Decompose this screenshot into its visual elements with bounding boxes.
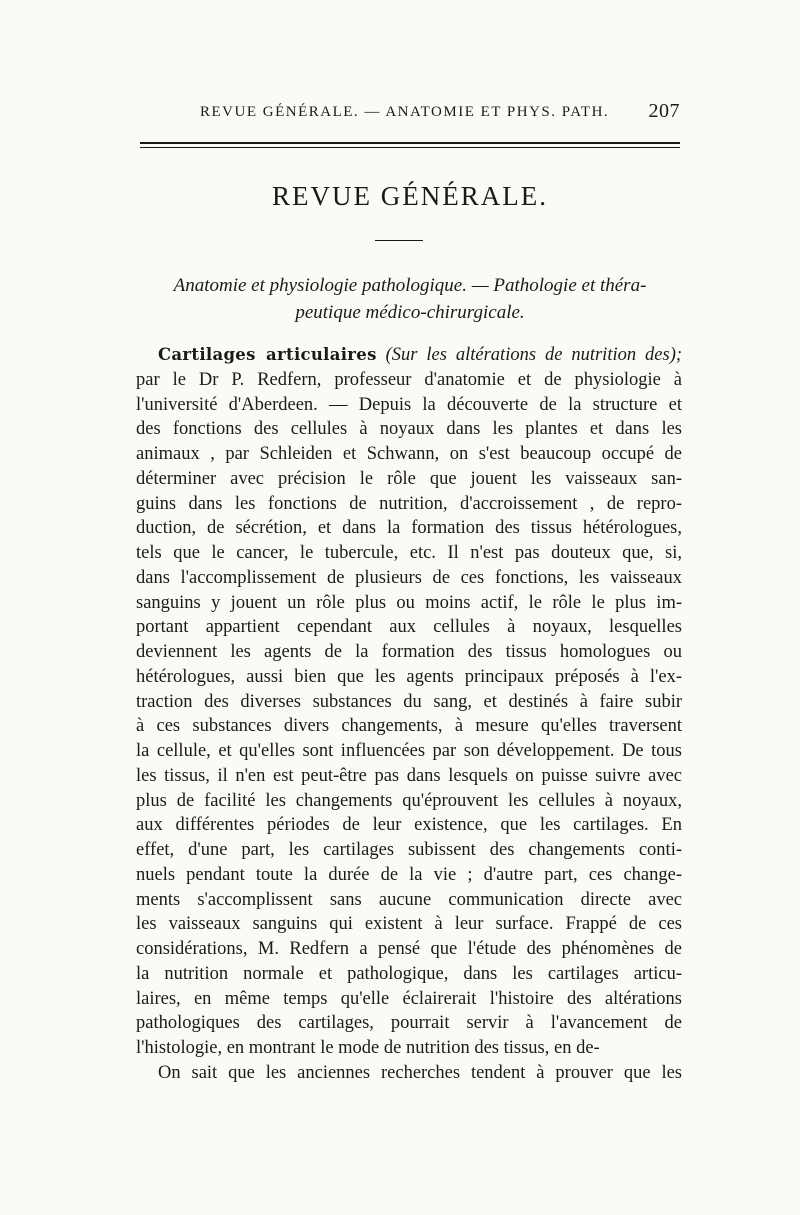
text-line: duction, de sécrétion, et dans la formation des tissus hétérologues, <box>136 518 682 539</box>
running-head-title: REVUE GÉNÉRALE. — ANATOMIE ET PHYS. PATH. <box>200 104 610 120</box>
text-line: animaux , par Schleiden et Schwann, on s'est beaucoup occupé de <box>136 444 682 464</box>
text-line: dans l'accomplissement de plusieurs de ces fonctions, les vaisseaux <box>136 567 682 588</box>
text-line: déterminer avec précision le rôle que jouent les vaisseaux san- <box>136 468 682 489</box>
text-line: la nutrition normale et pathologique, dans les cartilages articu- <box>136 963 682 984</box>
text-line: la cellule, et qu'elles sont influencées par son développement. De tous <box>136 741 682 761</box>
text-line: sanguins y jouent un rôle plus ou moins actif, le rôle le plus im- <box>136 592 682 613</box>
text-line: les tissus, il n'en est peut-être pas dans lesquels on puisse suivre avec <box>136 765 682 786</box>
paragraph-first-line <box>136 343 682 368</box>
text-line: laires, en même temps qu'elle éclairerait l'histoire des altérations <box>136 988 682 1009</box>
text-line: deviennent les agents de la formation des tissus homologues ou <box>136 642 682 662</box>
text-line: nuels pendant toute la durée de la vie ; d'autre part, ces change- <box>136 864 682 885</box>
text-line: hétérologues, aussi bien que les agents principaux préposés à l'ex- <box>136 666 682 687</box>
text-line: guins dans les fonctions de nutrition, d'accroissement , de repro- <box>136 493 682 514</box>
text-line: plus de facilité les changements qu'éprouvent les cellules à noyaux, <box>136 790 682 811</box>
running-head <box>140 100 680 128</box>
text-line: portant appartient cependant aux cellules à noyaux, lesquelles <box>136 617 682 638</box>
text-line: l'université d'Aberdeen. — Depuis la découverte de la structure et <box>136 394 682 415</box>
article-lead: Cartilages articulaires <box>158 345 377 364</box>
subtitle <box>140 272 680 326</box>
text-line: pathologiques des cartilages, pourrait servir à l'avancement de <box>136 1013 682 1034</box>
text-line: traction des diverses substances du sang, et destinés à faire subir <box>136 691 682 712</box>
title-divider <box>375 240 423 241</box>
subtitle-line-2: peutique médico-chirurgicale. <box>295 302 525 323</box>
section-title: REVUE GÉNÉRALE. <box>272 181 548 211</box>
text-line: considérations, M. Redfern a pensé que l'étude des phénomènes de <box>136 939 682 959</box>
page-number: 207 <box>648 100 680 122</box>
text-line: des fonctions des cellules à noyaux dans les plantes et dans les <box>136 419 682 440</box>
text-line: effet, d'une part, les cartilages subissent des changements conti- <box>136 840 682 860</box>
header-rule <box>140 142 680 148</box>
text-line: par le Dr P. Redfern, professeur d'anatomie et de physiologie à <box>136 369 682 390</box>
text-line: ments s'accomplissent sans aucune communication directe avec <box>136 889 682 910</box>
article-body <box>136 343 682 1086</box>
text-line: tels que le cancer, le tubercule, etc. Il n'est pas douteux que, si, <box>136 543 682 563</box>
text-line: les vaisseaux sanguins qui existent à leur surface. Frappé de ces <box>136 914 682 935</box>
next-paragraph-line: On sait que les anciennes recherches tendent à prouver que les <box>158 1062 682 1083</box>
subtitle-line-1: Anatomie et physiologie pathologique. — Pathologie et théra- <box>173 275 647 296</box>
text-line: aux différentes périodes de leur existence, que les cartilages. En <box>136 815 682 836</box>
article-lead-italic: (Sur les altérations de nutrition des); <box>385 345 683 365</box>
text-line: à ces substances divers changements, à mesure qu'elles traversent <box>136 716 682 737</box>
text-line: l'histologie, en montrant le mode de nutrition des tissus, en de- <box>136 1038 600 1058</box>
